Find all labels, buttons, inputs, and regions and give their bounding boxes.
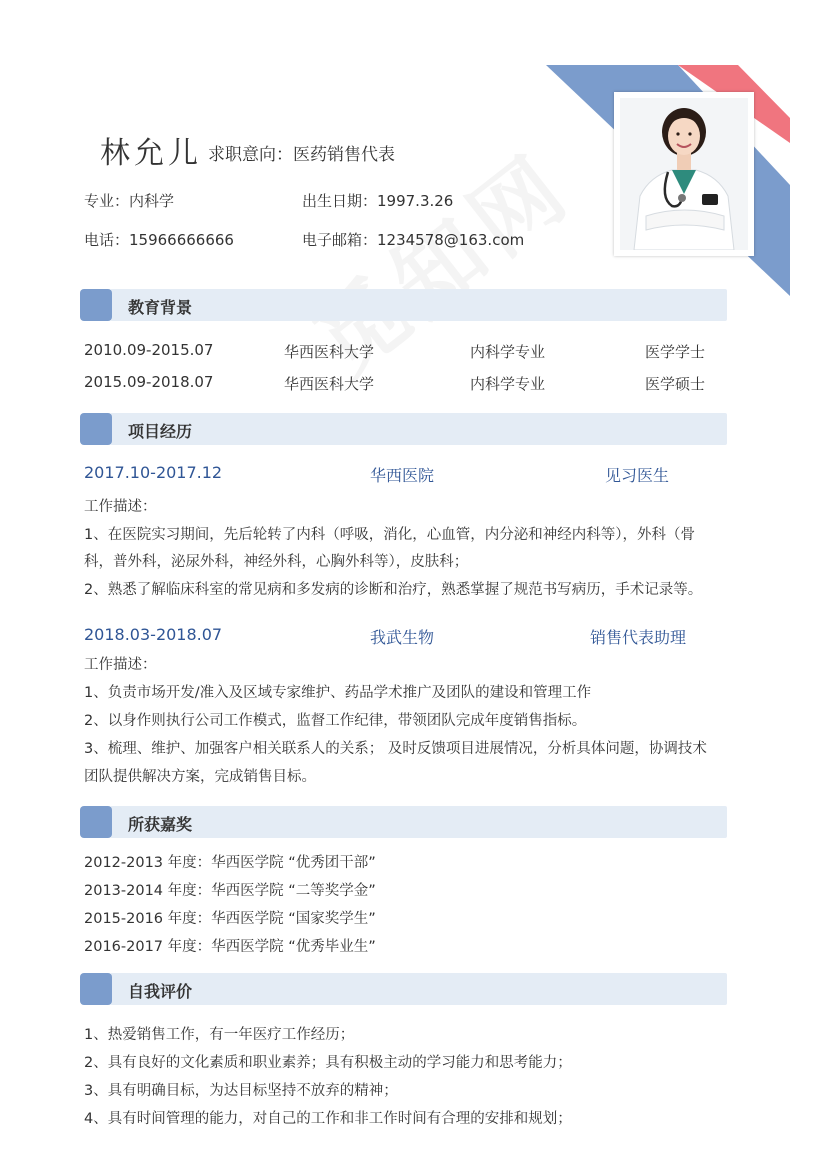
- project-desc-label: 工作描述：: [84, 499, 157, 515]
- section-title: 项目经历: [128, 422, 193, 441]
- project-desc-line: 2、熟悉了解临床科室的常见病和多发病的诊断和治疗，熟悉掌握了规范书写病历，手术记录等。: [84, 582, 703, 598]
- project-desc-line: 1、在医院实习期间，先后轮转了内科（呼吸，消化，心血管，内分泌和神经内科等），外科（骨: [84, 527, 695, 543]
- section-self-header: [80, 973, 727, 1005]
- project-desc-label: 工作描述：: [84, 657, 157, 673]
- project-desc-line: 科，普外科，泌尿外科，神经外科，心胸外科等），皮肤科；: [84, 554, 469, 570]
- edu-degree: 医学硕士: [645, 375, 706, 393]
- self-eval-item: 4、具有时间管理的能力，对自己的工作和非工作时间有合理的安排和规划；: [84, 1111, 572, 1127]
- section-square-icon: [80, 289, 112, 321]
- edu-period: 2015.09-2018.07: [84, 373, 214, 391]
- section-title: 教育背景: [128, 298, 193, 317]
- edu-major: 内科学专业: [470, 375, 546, 393]
- section-education-header: [80, 289, 727, 321]
- birth-info: 出生日期：1997.3.26: [302, 192, 454, 210]
- edu-degree: 医学学士: [645, 343, 706, 361]
- edu-school: 华西医科大学: [284, 343, 375, 361]
- project-role: 见习医生: [605, 466, 670, 485]
- award-item: 2012-2013 年度：华西医学院 “优秀团干部”: [84, 855, 376, 871]
- edu-major: 内科学专业: [470, 343, 546, 361]
- section-bar: [110, 806, 727, 838]
- self-eval-item: 3、具有明确目标，为达目标坚持不放弃的精神；: [84, 1083, 398, 1099]
- self-eval-item: 2、具有良好的文化素质和职业素养；具有积极主动的学习能力和思考能力；: [84, 1055, 572, 1071]
- self-eval-item: 1、热爱销售工作，有一年医疗工作经历；: [84, 1027, 355, 1043]
- email-info: 电子邮箱：1234578@163.com: [302, 231, 525, 249]
- doctor-portrait-icon: [620, 98, 748, 250]
- section-square-icon: [80, 806, 112, 838]
- project-org: 华西医院: [370, 466, 435, 485]
- award-item: 2013-2014 年度：华西医学院 “二等奖学金”: [84, 883, 376, 899]
- edu-period: 2010.09-2015.07: [84, 341, 214, 359]
- project-desc-line: 1、负责市场开发/准入及区域专家维护、药品学术推广及团队的建设和管理工作: [84, 685, 592, 701]
- section-bar: [110, 413, 727, 445]
- award-item: 2016-2017 年度：华西医学院 “优秀毕业生”: [84, 939, 376, 955]
- section-title: 自我评价: [128, 982, 193, 1001]
- photo-frame: [614, 92, 754, 256]
- award-item: 2015-2016 年度：华西医学院 “国家奖学生”: [84, 911, 376, 927]
- section-bar: [110, 289, 727, 321]
- project-org: 我武生物: [370, 628, 435, 647]
- project-desc-line: 2、以身作则执行公司工作模式，监督工作纪律，带领团队完成年度销售指标。: [84, 713, 587, 729]
- edu-school: 华西医科大学: [284, 375, 375, 393]
- section-title: 所获嘉奖: [128, 815, 193, 834]
- candidate-name: 林允儿: [100, 136, 202, 171]
- major-info: 专业：内科学: [84, 192, 175, 210]
- job-intent: 求职意向：医药销售代表: [208, 145, 395, 165]
- project-desc-line: 团队提供解决方案，完成销售目标。: [84, 769, 316, 785]
- project-role: 销售代表助理: [590, 628, 687, 647]
- section-awards-header: [80, 806, 727, 838]
- project-desc-line: 3、梳理、维护、加强客户相关联系人的关系； 及时反馈项目进展情况，分析具体问题，协调技术: [84, 741, 707, 757]
- phone-info: 电话：15966666666: [84, 231, 234, 249]
- project-period: 2017.10-2017.12: [84, 463, 223, 482]
- section-projects-header: [80, 413, 727, 445]
- profile-photo: [620, 98, 748, 250]
- section-square-icon: [80, 413, 112, 445]
- project-period: 2018.03-2018.07: [84, 625, 223, 644]
- section-bar: [110, 973, 727, 1005]
- section-square-icon: [80, 973, 112, 1005]
